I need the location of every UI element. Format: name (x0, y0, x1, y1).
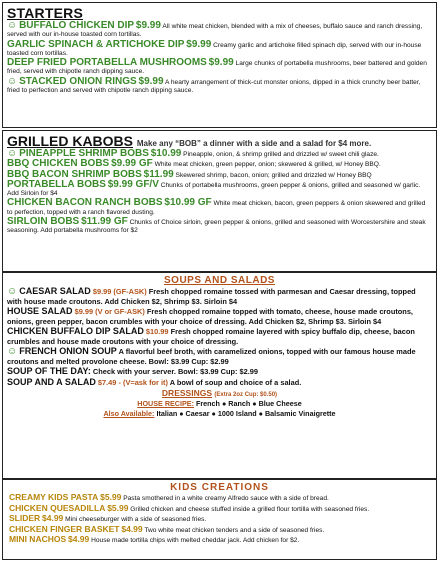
item-price: $9.99 GF/V (107, 178, 159, 190)
kabobs-subtitle: Make any “BOB” a dinner with a side and a salad for $4 more. (136, 139, 372, 148)
item-price: $9.99 (92, 287, 112, 296)
item-desc: Grilled chicken and cheese stuffed inside a grilled flour tortilla with seasoned fries. (128, 505, 370, 513)
item-name: GARLIC SPINACH & ARTICHOKE DIP (7, 38, 185, 50)
menu-item (3, 178, 436, 199)
house-recipe-label: HOUSE RECIPE: (137, 399, 194, 408)
item-desc: A flavorful beef broth, with caramelized onions, topped with our famous house made croutons and melted provolone cheese. Bowl: $3.99 Cup: $2.99 (7, 347, 416, 366)
item-name: HOUSE SALAD (7, 306, 73, 316)
item-price: $9.99 (135, 20, 161, 31)
kabobs-header (3, 131, 436, 149)
item-name: SOUP OF THE DAY: (7, 366, 91, 376)
item-price: $9.99 GF (111, 158, 153, 170)
dressings-title: DRESSINGS (161, 388, 212, 398)
item-desc: Fresh chopped romaine layered with spicy buffalo dip, cheese, bacon crumbles and house made croutons with your choice of dressing. (7, 327, 415, 346)
item-price: $9.99 (186, 38, 212, 50)
starters-section (2, 2, 437, 128)
house-recipe-line (3, 399, 436, 408)
kabobs-section (2, 130, 437, 272)
item-desc: Chunks of Choice sirloin, green pepper & onions, grilled and seasoned with Worcestershire and steak seasoning. Add portabella mushrooms for $2 (7, 219, 426, 235)
soups-heading: SOUPS AND SALADS (164, 275, 275, 286)
menu-item (3, 327, 436, 346)
menu-item (3, 367, 436, 377)
item-desc: Pineapple, onion, & shrimp grilled and drizzled w/ sweet chili glaze. (181, 151, 379, 158)
item-desc: Mini cheeseburger with a side of seasoned fries. (63, 516, 207, 524)
menu-item (3, 378, 436, 388)
item-name: CHICKEN BUFFALO DIP SALAD (7, 326, 144, 336)
soups-section (2, 272, 437, 479)
item-desc: Fresh chopped romaine tossed with parmesan and Caesar dressing, topped with house made croutons. Add Chicken $2, Shrimp $3. Sirloin $4 (7, 287, 416, 306)
item-price: $4.99 (42, 513, 64, 524)
item-desc: Check with your server. Bowl: $3.99 Cup: $2.99 (90, 367, 259, 376)
item-name: FRENCH ONION SOUP (19, 346, 117, 356)
item-name: BBQ BACON SHRIMP BOBS (7, 168, 142, 180)
item-desc: Creamy garlic and artichoke filled spinach dip, served with our in-house toasted corn tortillas. (7, 41, 422, 57)
menu-item (3, 218, 436, 236)
item-name: BUFFALO CHICKEN DIP (19, 20, 135, 31)
item-desc: Large chunks of portabella mushrooms, beer battered and golden fried, served with chipotle ranch dipping sauce. (7, 60, 427, 76)
item-name: CREAMY KIDS PASTA (9, 492, 99, 502)
item-price: $11.99 GF (81, 216, 128, 228)
menu-item (3, 287, 436, 306)
item-desc: A hearty arrangement of thick-cut monster onions, dipped in a thick crunchy beer batter, fried to perfection and served with chipotle ranch dipping sauce. (7, 78, 421, 95)
item-name: SIRLOIN BOBS (7, 216, 80, 228)
item-price: $9.99 (74, 307, 94, 316)
menu-item (3, 535, 436, 546)
item-desc: All white meat chicken, blended with a mix of cheeses, buffalo sauce and ranch dressing, served with our in-house toasted corn tortillas. (7, 23, 423, 39)
item-price: $10.99 (150, 148, 182, 159)
item-price: $9.99 (138, 75, 164, 87)
item-price: $5.99 (100, 492, 122, 502)
item-name: CAESAR SALAD (19, 286, 91, 296)
menu-item (3, 38, 436, 59)
menu-item (3, 199, 436, 217)
item-tag: (V=ask for it) (122, 377, 168, 387)
item-price: $7.49 - (97, 377, 121, 387)
also-available-label: Also Available: (103, 409, 155, 418)
item-name: CHICKEN QUESADILLA (9, 502, 106, 513)
menu-item (3, 307, 436, 326)
starters-heading: STARTERS (7, 5, 84, 21)
item-price: $10.99 (145, 327, 169, 336)
item-desc: Two white meat chicken tenders and a side of seasoned fries. (142, 526, 325, 534)
item-name: SOUP AND A SALAD (7, 376, 96, 387)
item-name: BBQ CHICKEN BOBS (7, 158, 110, 170)
smiley-icon: ☺ (7, 286, 18, 297)
item-tag: (GF-ASK) (113, 287, 147, 296)
item-desc: Pasta smothered in a white creamy Alfredo sauce with a side of bread. (121, 495, 329, 502)
item-desc: White meat chicken, bacon, green peppers & onion skewered and grilled to perfection, topped with a ranch flavored dusting. (7, 200, 426, 216)
item-desc: House made tortilla chips with melted cheddar jack. Add chicken for $2. (89, 537, 300, 545)
house-recipe-list: French ● Ranch ● Blue Cheese (193, 399, 302, 408)
item-name: PORTABELLA BOBS (7, 178, 106, 190)
menu-item (3, 59, 436, 77)
smiley-icon: ☺ (7, 75, 18, 87)
dressings-heading (3, 388, 436, 398)
kabobs-heading: GRILLED KABOBS (7, 133, 133, 149)
item-desc: Chunks of portabella mushrooms, green pepper & onions, grilled and seasoned w/ garlic. Add Sirloin for $4 (7, 181, 421, 198)
menu-item (3, 504, 436, 515)
item-price: $4.99 (121, 523, 143, 534)
menu-item (3, 347, 436, 366)
item-name: CHICKEN BACON RANCH BOBS (7, 197, 163, 209)
item-name: PINEAPPLE SHRIMP BOBS (19, 148, 149, 159)
item-tag: (V or GF-ASK) (95, 307, 145, 316)
also-available-list: Italian ● Caesar ● 1000 Island ● Balsamic Vinaigrette (154, 409, 336, 418)
smiley-icon: ☺ (7, 20, 18, 31)
item-desc: A bowl of soup and choice of a salad. (167, 377, 302, 387)
item-name: STACKED ONION RINGS (19, 75, 137, 87)
item-name: DEEP FRIED PORTABELLA MUSHROOMS (7, 57, 207, 69)
item-name: SLIDER (9, 513, 41, 524)
item-desc: White meat chicken, green pepper, onion; skewered & grilled, w/ Honey BBQ. (152, 161, 381, 169)
kids-heading: KIDS CREATIONS (170, 482, 269, 493)
item-price: $5.99 (107, 502, 129, 513)
item-price: $11.99 (143, 168, 174, 180)
kids-section (2, 479, 437, 560)
item-price: $4.99 (67, 534, 90, 545)
also-available-line (3, 409, 436, 418)
menu-item (3, 75, 436, 96)
item-price: $10.99 GF (164, 197, 212, 209)
item-price: $9.99 (208, 57, 234, 69)
item-desc: Skewered shrimp, bacon, onion; grilled and drizzled w/ Honey BBQ (173, 171, 372, 179)
smiley-icon: ☺ (7, 148, 18, 159)
item-name: CHICKEN FINGER BASKET (9, 523, 120, 534)
dressings-extra: (Extra 2oz Cup: $0.50) (214, 392, 278, 398)
item-desc: Fresh chopped romaine topped with tomato, cheese, house made croutons, onions, green pepper, bacon crumbles with your choice of dressing. Add Chicken $2, Shrimp $3. Sirloin $4 (7, 307, 413, 326)
menu-item (3, 22, 436, 40)
item-name: MINI NACHOS (9, 534, 67, 545)
smiley-icon: ☺ (7, 346, 18, 357)
